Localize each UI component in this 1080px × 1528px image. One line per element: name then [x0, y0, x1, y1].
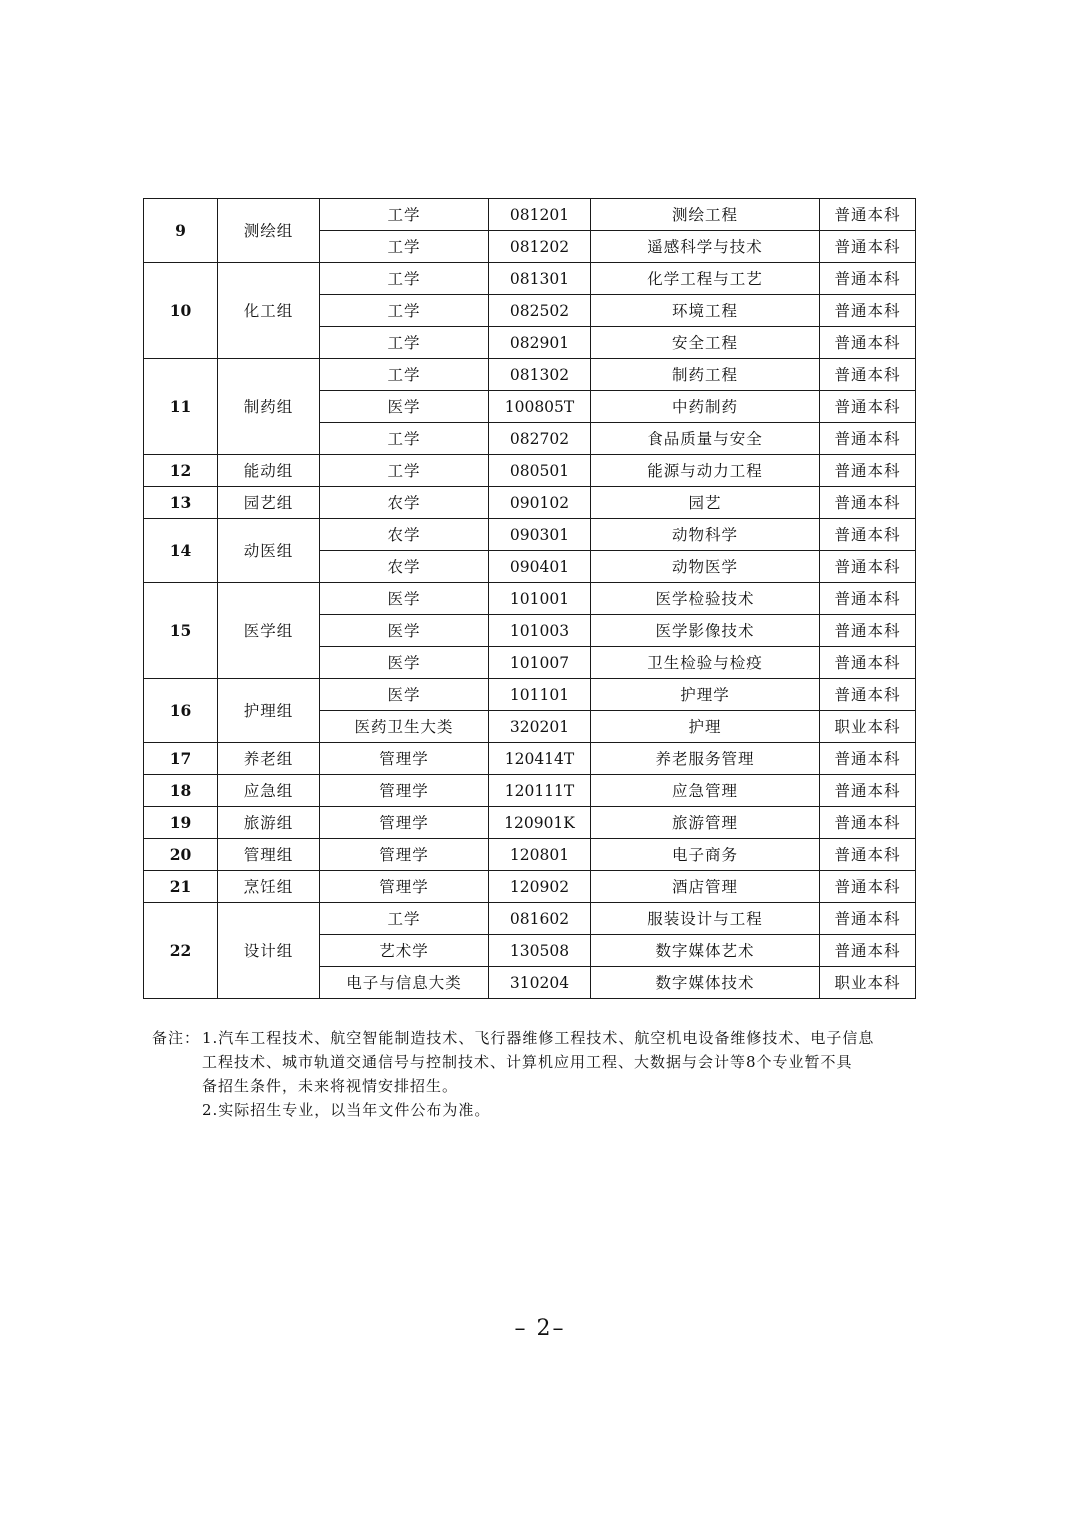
- group-number-cell: 10: [144, 263, 218, 359]
- category-cell: 工学: [320, 359, 489, 391]
- table-row: [144, 775, 916, 807]
- group-number-cell: 11: [144, 359, 218, 455]
- major-code-cell: 081302: [489, 359, 591, 391]
- level-cell: 职业本科: [820, 967, 916, 999]
- category-cell: 管理学: [320, 807, 489, 839]
- note-1-line-3: 备招生条件，未来将视情安排招生。: [202, 1077, 459, 1095]
- group-number-cell: 12: [144, 455, 218, 487]
- category-cell: 医学: [320, 679, 489, 711]
- group-number-cell: 18: [144, 775, 218, 807]
- group-name-cell: 医学组: [218, 583, 320, 679]
- level-cell: 普通本科: [820, 679, 916, 711]
- table-row: [144, 519, 916, 551]
- category-cell: 管理学: [320, 871, 489, 903]
- category-cell: 电子与信息大类: [320, 967, 489, 999]
- notes-section: [152, 1026, 932, 1122]
- level-cell: 普通本科: [820, 743, 916, 775]
- group-name-cell: 测绘组: [218, 199, 320, 263]
- level-cell: 普通本科: [820, 903, 916, 935]
- major-code-cell: 081201: [489, 199, 591, 231]
- group-name-cell: 设计组: [218, 903, 320, 999]
- major-code-cell: 101001: [489, 583, 591, 615]
- table-row: [144, 839, 916, 871]
- category-cell: 管理学: [320, 743, 489, 775]
- category-cell: 医药卫生大类: [320, 711, 489, 743]
- group-number-cell: 15: [144, 583, 218, 679]
- level-cell: 普通本科: [820, 839, 916, 871]
- level-cell: 普通本科: [820, 359, 916, 391]
- major-name-cell: 安全工程: [591, 327, 820, 359]
- group-name-cell: 养老组: [218, 743, 320, 775]
- level-cell: 普通本科: [820, 295, 916, 327]
- category-cell: 医学: [320, 615, 489, 647]
- group-number-cell: 16: [144, 679, 218, 743]
- table-row: [144, 871, 916, 903]
- level-cell: 普通本科: [820, 583, 916, 615]
- major-name-cell: 食品质量与安全: [591, 423, 820, 455]
- level-cell: 普通本科: [820, 487, 916, 519]
- note-1-line-2: 工程技术、城市轨道交通信号与控制技术、计算机应用工程、大数据与会计等8个专业暂不具: [202, 1053, 853, 1071]
- category-cell: 工学: [320, 231, 489, 263]
- group-number-cell: 19: [144, 807, 218, 839]
- level-cell: 普通本科: [820, 263, 916, 295]
- group-number-cell: 22: [144, 903, 218, 999]
- major-code-cell: 120901K: [489, 807, 591, 839]
- table-row: [144, 487, 916, 519]
- major-name-cell: 动物科学: [591, 519, 820, 551]
- level-cell: 普通本科: [820, 199, 916, 231]
- majors-table: [143, 198, 916, 999]
- major-name-cell: 能源与动力工程: [591, 455, 820, 487]
- group-name-cell: 管理组: [218, 839, 320, 871]
- major-name-cell: 化学工程与工艺: [591, 263, 820, 295]
- group-number-cell: 20: [144, 839, 218, 871]
- major-code-cell: 081202: [489, 231, 591, 263]
- major-name-cell: 电子商务: [591, 839, 820, 871]
- group-number-cell: 21: [144, 871, 218, 903]
- major-name-cell: 应急管理: [591, 775, 820, 807]
- notes-label: 备注：: [152, 1029, 201, 1047]
- table-row: [144, 455, 916, 487]
- category-cell: 医学: [320, 583, 489, 615]
- major-name-cell: 数字媒体艺术: [591, 935, 820, 967]
- table-row: [144, 583, 916, 615]
- group-name-cell: 动医组: [218, 519, 320, 583]
- table-row: [144, 263, 916, 295]
- level-cell: 普通本科: [820, 615, 916, 647]
- major-code-cell: 310204: [489, 967, 591, 999]
- group-name-cell: 能动组: [218, 455, 320, 487]
- major-code-cell: 090301: [489, 519, 591, 551]
- major-name-cell: 中药制药: [591, 391, 820, 423]
- category-cell: 医学: [320, 647, 489, 679]
- level-cell: 普通本科: [820, 647, 916, 679]
- major-code-cell: 101007: [489, 647, 591, 679]
- major-name-cell: 园艺: [591, 487, 820, 519]
- group-name-cell: 护理组: [218, 679, 320, 743]
- level-cell: 普通本科: [820, 775, 916, 807]
- level-cell: 普通本科: [820, 519, 916, 551]
- major-code-cell: 101003: [489, 615, 591, 647]
- category-cell: 医学: [320, 391, 489, 423]
- category-cell: 管理学: [320, 775, 489, 807]
- group-name-cell: 应急组: [218, 775, 320, 807]
- page-number: – 2–: [514, 1316, 566, 1341]
- major-code-cell: 100805T: [489, 391, 591, 423]
- note-line: [152, 1026, 932, 1050]
- major-code-cell: 120414T: [489, 743, 591, 775]
- table-row: [144, 807, 916, 839]
- major-name-cell: 酒店管理: [591, 871, 820, 903]
- major-name-cell: 旅游管理: [591, 807, 820, 839]
- level-cell: 职业本科: [820, 711, 916, 743]
- group-number-cell: 17: [144, 743, 218, 775]
- major-code-cell: 080501: [489, 455, 591, 487]
- category-cell: 工学: [320, 423, 489, 455]
- level-cell: 普通本科: [820, 871, 916, 903]
- major-code-cell: 081602: [489, 903, 591, 935]
- group-number-cell: 14: [144, 519, 218, 583]
- major-name-cell: 制药工程: [591, 359, 820, 391]
- note-2: 2.实际招生专业，以当年文件公布为准。: [202, 1101, 491, 1119]
- group-number-cell: 13: [144, 487, 218, 519]
- major-name-cell: 数字媒体技术: [591, 967, 820, 999]
- level-cell: 普通本科: [820, 551, 916, 583]
- category-cell: 艺术学: [320, 935, 489, 967]
- major-name-cell: 动物医学: [591, 551, 820, 583]
- category-cell: 工学: [320, 263, 489, 295]
- major-name-cell: 遥感科学与技术: [591, 231, 820, 263]
- major-name-cell: 服装设计与工程: [591, 903, 820, 935]
- major-name-cell: 护理: [591, 711, 820, 743]
- level-cell: 普通本科: [820, 935, 916, 967]
- major-name-cell: 卫生检验与检疫: [591, 647, 820, 679]
- level-cell: 普通本科: [820, 455, 916, 487]
- major-name-cell: 医学影像技术: [591, 615, 820, 647]
- major-code-cell: 090102: [489, 487, 591, 519]
- category-cell: 工学: [320, 327, 489, 359]
- category-cell: 农学: [320, 551, 489, 583]
- major-name-cell: 医学检验技术: [591, 583, 820, 615]
- major-name-cell: 养老服务管理: [591, 743, 820, 775]
- major-code-cell: 120111T: [489, 775, 591, 807]
- table-row: [144, 199, 916, 231]
- category-cell: 工学: [320, 903, 489, 935]
- note-1-line-1: 1.汽车工程技术、航空智能制造技术、飞行器维修工程技术、航空机电设备维修技术、电子信息: [202, 1029, 875, 1047]
- major-code-cell: 082702: [489, 423, 591, 455]
- category-cell: 工学: [320, 199, 489, 231]
- major-name-cell: 环境工程: [591, 295, 820, 327]
- table-row: [144, 903, 916, 935]
- category-cell: 管理学: [320, 839, 489, 871]
- table-row: [144, 359, 916, 391]
- level-cell: 普通本科: [820, 807, 916, 839]
- group-name-cell: 烹饪组: [218, 871, 320, 903]
- major-code-cell: 320201: [489, 711, 591, 743]
- table-row: [144, 679, 916, 711]
- major-code-cell: 081301: [489, 263, 591, 295]
- level-cell: 普通本科: [820, 391, 916, 423]
- group-name-cell: 制药组: [218, 359, 320, 455]
- category-cell: 工学: [320, 295, 489, 327]
- major-code-cell: 120902: [489, 871, 591, 903]
- major-code-cell: 090401: [489, 551, 591, 583]
- major-name-cell: 测绘工程: [591, 199, 820, 231]
- category-cell: 农学: [320, 519, 489, 551]
- major-code-cell: 082901: [489, 327, 591, 359]
- major-name-cell: 护理学: [591, 679, 820, 711]
- majors-table-body: [144, 199, 916, 999]
- group-number-cell: 9: [144, 199, 218, 263]
- level-cell: 普通本科: [820, 231, 916, 263]
- major-code-cell: 130508: [489, 935, 591, 967]
- group-name-cell: 化工组: [218, 263, 320, 359]
- major-code-cell: 101101: [489, 679, 591, 711]
- major-code-cell: 082502: [489, 295, 591, 327]
- table-row: [144, 743, 916, 775]
- category-cell: 农学: [320, 487, 489, 519]
- level-cell: 普通本科: [820, 423, 916, 455]
- category-cell: 工学: [320, 455, 489, 487]
- level-cell: 普通本科: [820, 327, 916, 359]
- group-name-cell: 旅游组: [218, 807, 320, 839]
- group-name-cell: 园艺组: [218, 487, 320, 519]
- major-code-cell: 120801: [489, 839, 591, 871]
